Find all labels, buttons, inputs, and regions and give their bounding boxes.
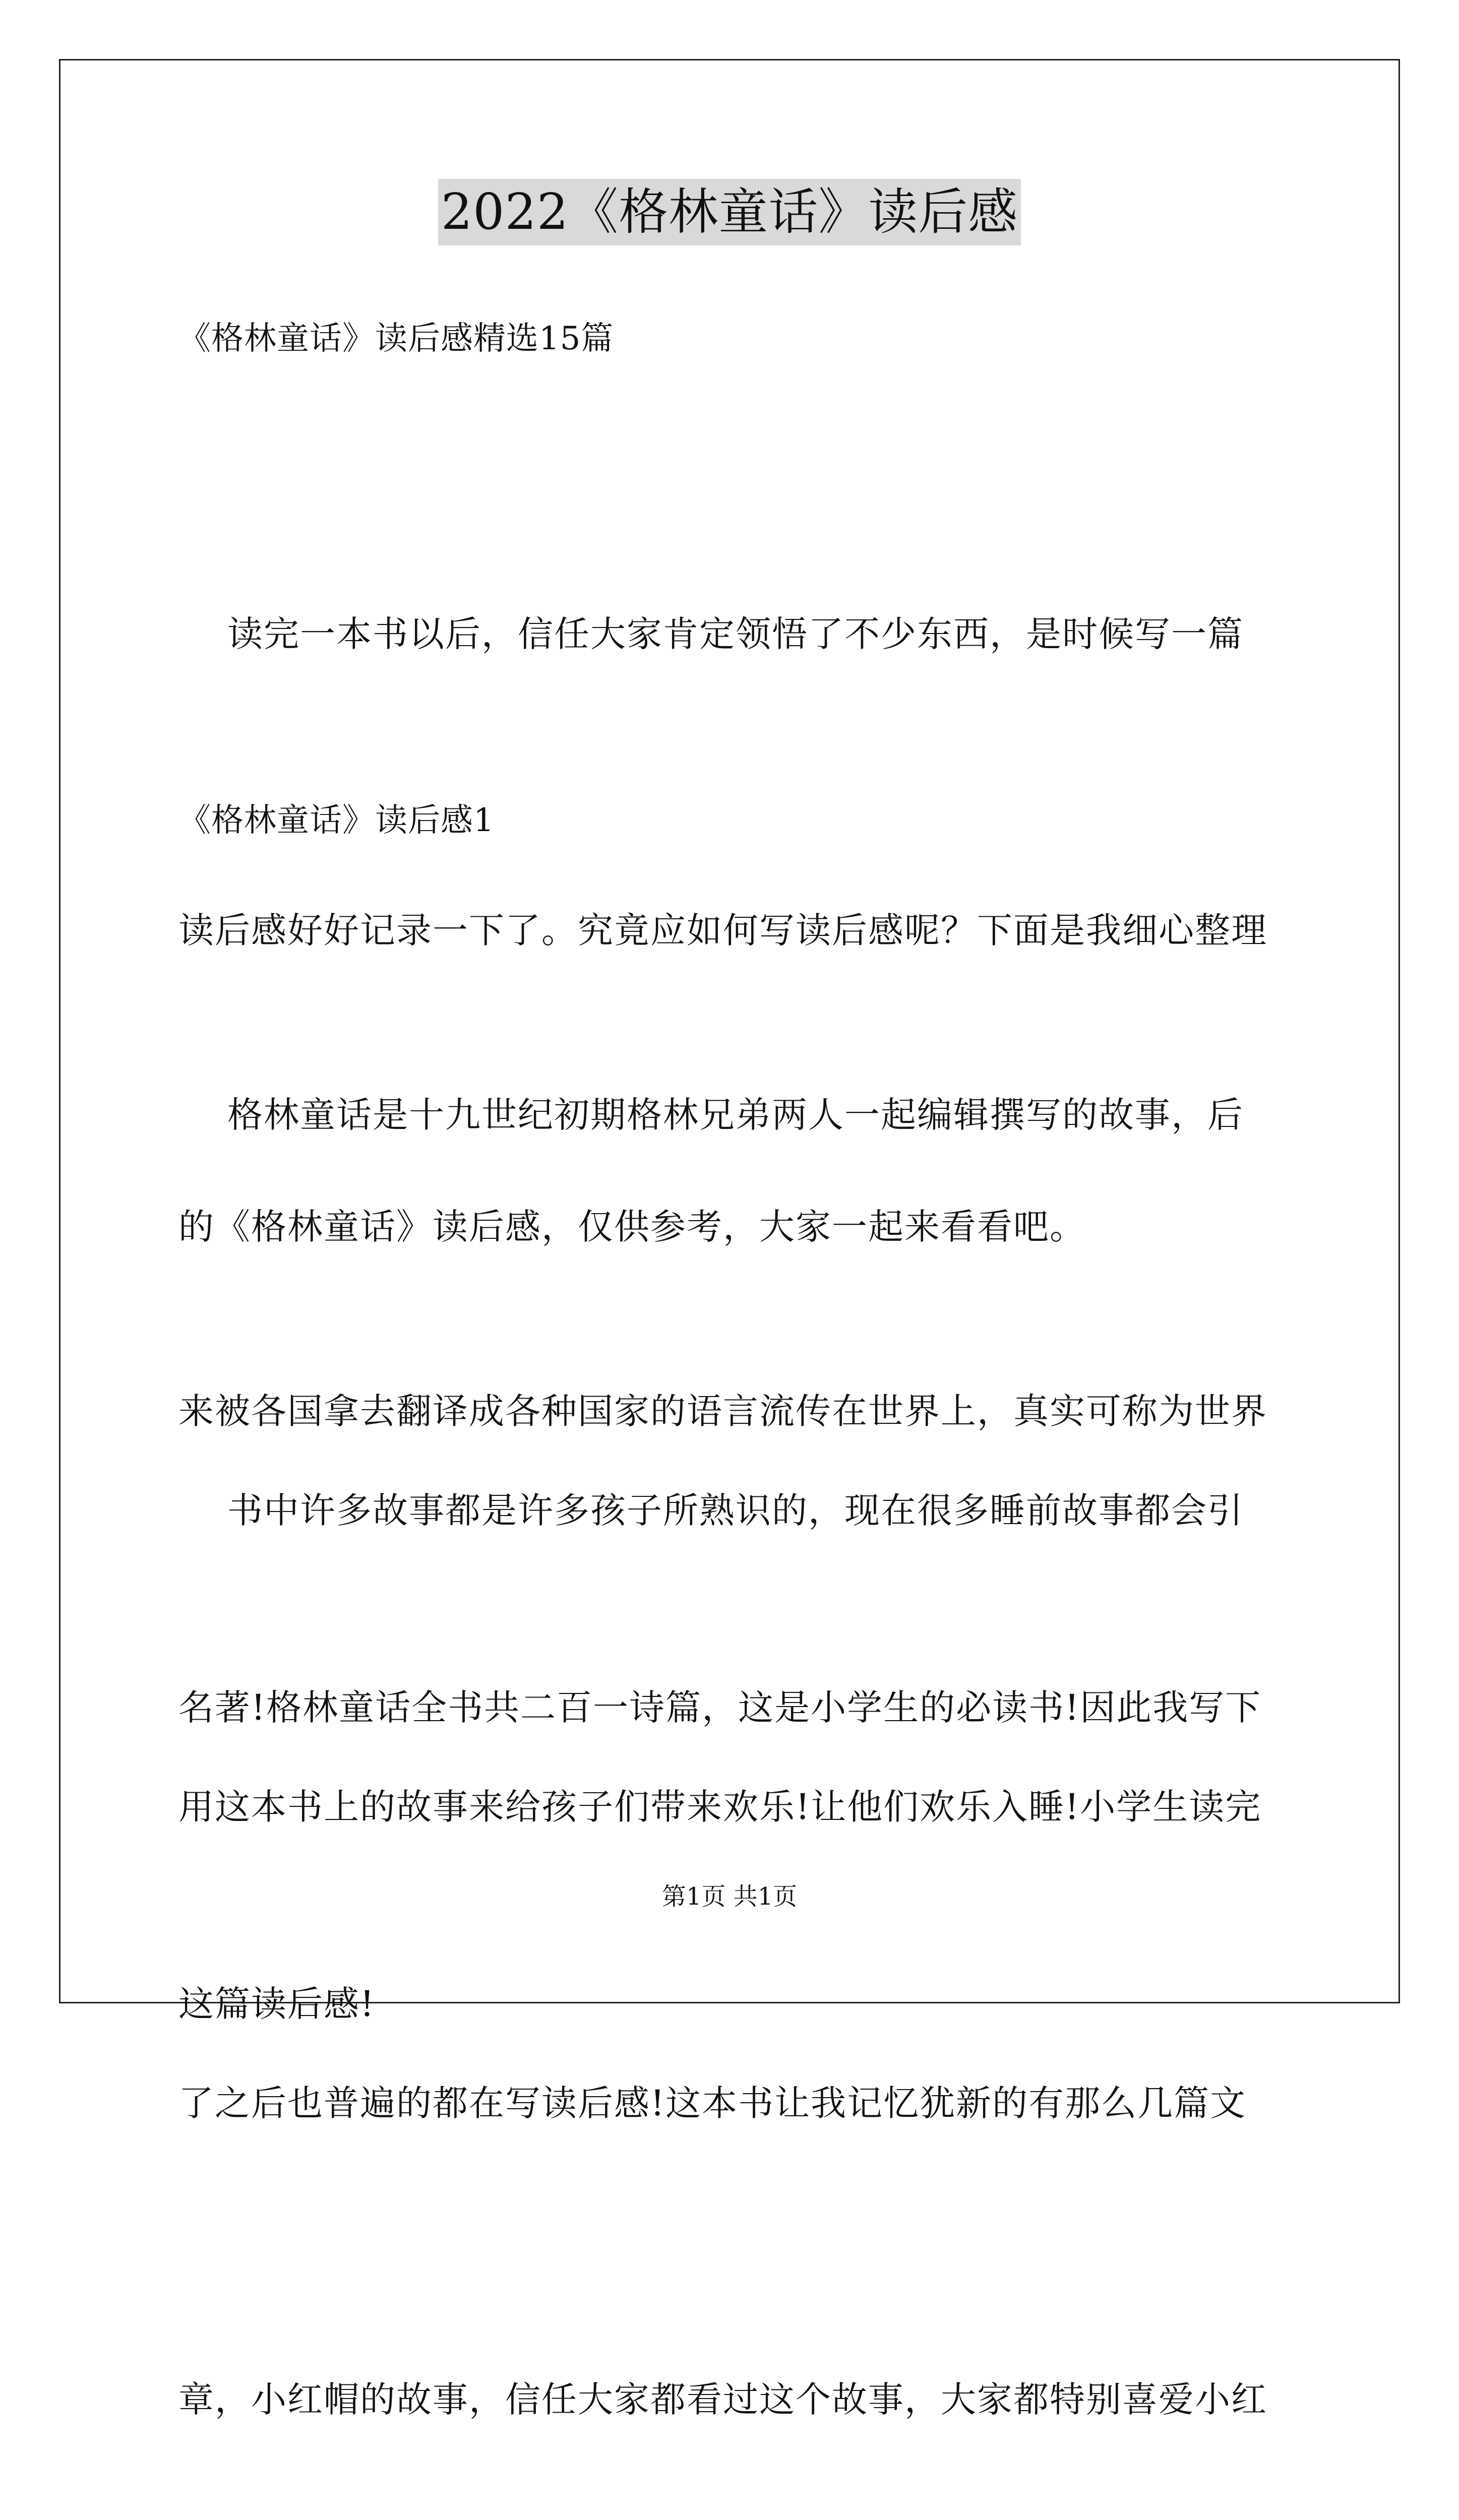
title-container: [0, 179, 1459, 245]
document-subtitle: 《格林童话》读后感精选15篇: [178, 320, 614, 357]
intro-line: 读完一本书以后，信任大家肯定领悟了不少东西，是时候写一篇: [178, 613, 1244, 655]
paragraph-line: 来被各国拿去翻译成各种国家的语言流传在世界上，真实可称为世界: [178, 1391, 1267, 1432]
paragraph-line: 章，小红帽的故事，信任大家都看过这个故事，大家都特别喜爱小红: [178, 2379, 1267, 2420]
page-footer: 第1页 共1页: [661, 1882, 798, 1911]
paragraph-line: 格林童话是十九世纪初期格林兄弟两人一起编辑撰写的故事，后: [178, 1094, 1244, 1136]
intro-line: 读后感好好记录一下了。究竟应如何写读后感呢？下面是我细心整理: [178, 910, 1267, 951]
paragraph-line: 用这本书上的故事来给孩子们带来欢乐!让他们欢乐入睡!小学生读完: [178, 1786, 1262, 1828]
document-title: 2022《格林童话》读后感: [438, 179, 1021, 245]
intro-line: 的《格林童话》读后感，仅供参考，大家一起来看看吧。: [178, 1206, 1086, 1247]
section-heading: 《格林童话》读后感1: [178, 802, 495, 839]
paragraph-line: 这篇读后感!: [178, 1983, 376, 2025]
paragraph-line: 了之后也普遍的都在写读后感!这本书让我记忆犹新的有那么几篇文: [178, 2083, 1247, 2124]
paragraph-line: 名著!格林童话全书共二百一诗篇，这是小学生的必读书!因此我写下: [178, 1687, 1262, 1728]
paragraph-line: 书中许多故事都是许多孩子所熟识的，现在很多睡前故事都会引: [178, 1490, 1244, 1531]
